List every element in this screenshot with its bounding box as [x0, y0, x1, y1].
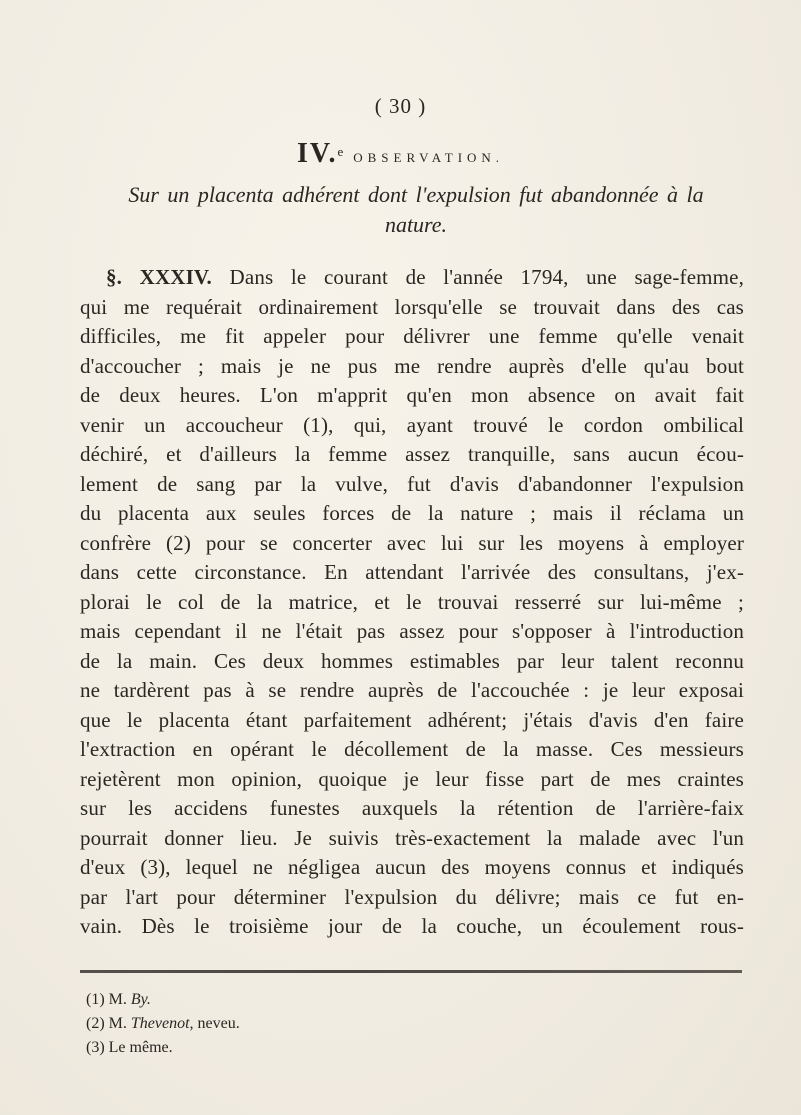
- body-line: rejetèrent mon opinion, quoique je leur fisse part de mes craintes: [80, 766, 744, 791]
- body-line: que le placenta étant parfaitement adhérent; j'étais d'avis d'en faire: [80, 707, 744, 732]
- footnote-1-marker: (1) M.: [86, 991, 127, 1008]
- body-line: difficiles, me fit appeler pour délivrer une femme qu'elle venait: [80, 324, 744, 348]
- body-line: l'extraction en opérant le décollement de la masse. Ces messieurs: [80, 737, 744, 761]
- body-line: par l'art pour déterminer l'expulsion du délivre; mais ce fut en-: [80, 884, 744, 909]
- heading-roman-numeral: IV.: [296, 138, 338, 169]
- body-line: confrère (2) pour se concerter avec lui sur les moyens à employer: [80, 530, 744, 555]
- footnotes: [86, 988, 586, 1060]
- page-number: ( 30 ): [374, 94, 427, 118]
- heading-word: OBSERVATION.: [353, 150, 505, 165]
- body-line: du placenta aux seules forces de la nature ; mais il réclama un: [80, 501, 744, 525]
- body-line: lement de sang par la vulve, fut d'avis d'abandonner l'expulsion: [80, 471, 744, 496]
- footnote-2-rest: neveu.: [197, 1015, 240, 1032]
- body-line: de la main. Ces deux hommes estimables par leur talent reconnu: [80, 648, 744, 673]
- footnote-separator-rule: [80, 970, 742, 973]
- body-line: vain. Dès le troisième jour de la couche, un écoulement rous-: [80, 914, 744, 938]
- body-line: de deux heures. L'on m'apprit qu'en mon absence on avait fait: [80, 383, 744, 407]
- footnote-2: [86, 1012, 586, 1036]
- body-line: pourrait donner lieu. Je suivis très-exactement la malade avec l'un: [80, 825, 744, 850]
- footnote-2-marker: (2) M.: [86, 1015, 127, 1032]
- subtitle-line-2: nature.: [384, 212, 448, 237]
- footnote-2-name: Thevenot,: [130, 1015, 194, 1032]
- body-line: venir un accoucheur (1), qui, ayant trouvé le cordon ombilical: [80, 412, 744, 437]
- footnote-1: [86, 988, 586, 1012]
- body-line: ne tardèrent pas à se rendre auprès de l'accouchée : je leur exposai: [80, 678, 744, 702]
- footnote-3: (3) Le même.: [86, 1039, 173, 1056]
- heading-superscript: e: [337, 143, 344, 159]
- section-mark: §. XXXIV.: [106, 265, 212, 289]
- observation-heading: [0, 138, 801, 170]
- body-line: dans cette circonstance. En attendant l'arrivée des consultans, j'ex-: [80, 560, 744, 584]
- subtitle-line-1: Sur un placenta adhérent dont l'expulsion fut abandonnée à la: [128, 182, 704, 207]
- body-line-text: Dans le courant de l'année 1794, une sage-femme,: [229, 265, 744, 289]
- body-line: qui me requérait ordinairement lorsqu'elle se trouvait dans des cas: [80, 294, 744, 319]
- body-line: mais cependant il ne l'était pas assez pour s'opposer à l'introduction: [80, 619, 744, 643]
- body-line: d'accoucher ; mais je ne pus me rendre auprès d'elle qu'au bout: [80, 353, 744, 378]
- footnote-1-name: By.: [130, 991, 151, 1008]
- body-paragraph: [80, 263, 744, 942]
- body-line: [80, 263, 744, 293]
- body-line: plorai le col de la matrice, et le trouvai resserré sur lui-même ;: [80, 589, 744, 614]
- body-line: déchiré, et d'ailleurs la femme assez tranquille, sans aucun écou-: [80, 442, 744, 466]
- body-line: sur les accidens funestes auxquels la rétention de l'arrière-faix: [80, 796, 744, 820]
- body-line: d'eux (3), lequel ne négligea aucun des moyens connus et indiqués: [80, 855, 744, 879]
- observation-subtitle: [96, 180, 736, 240]
